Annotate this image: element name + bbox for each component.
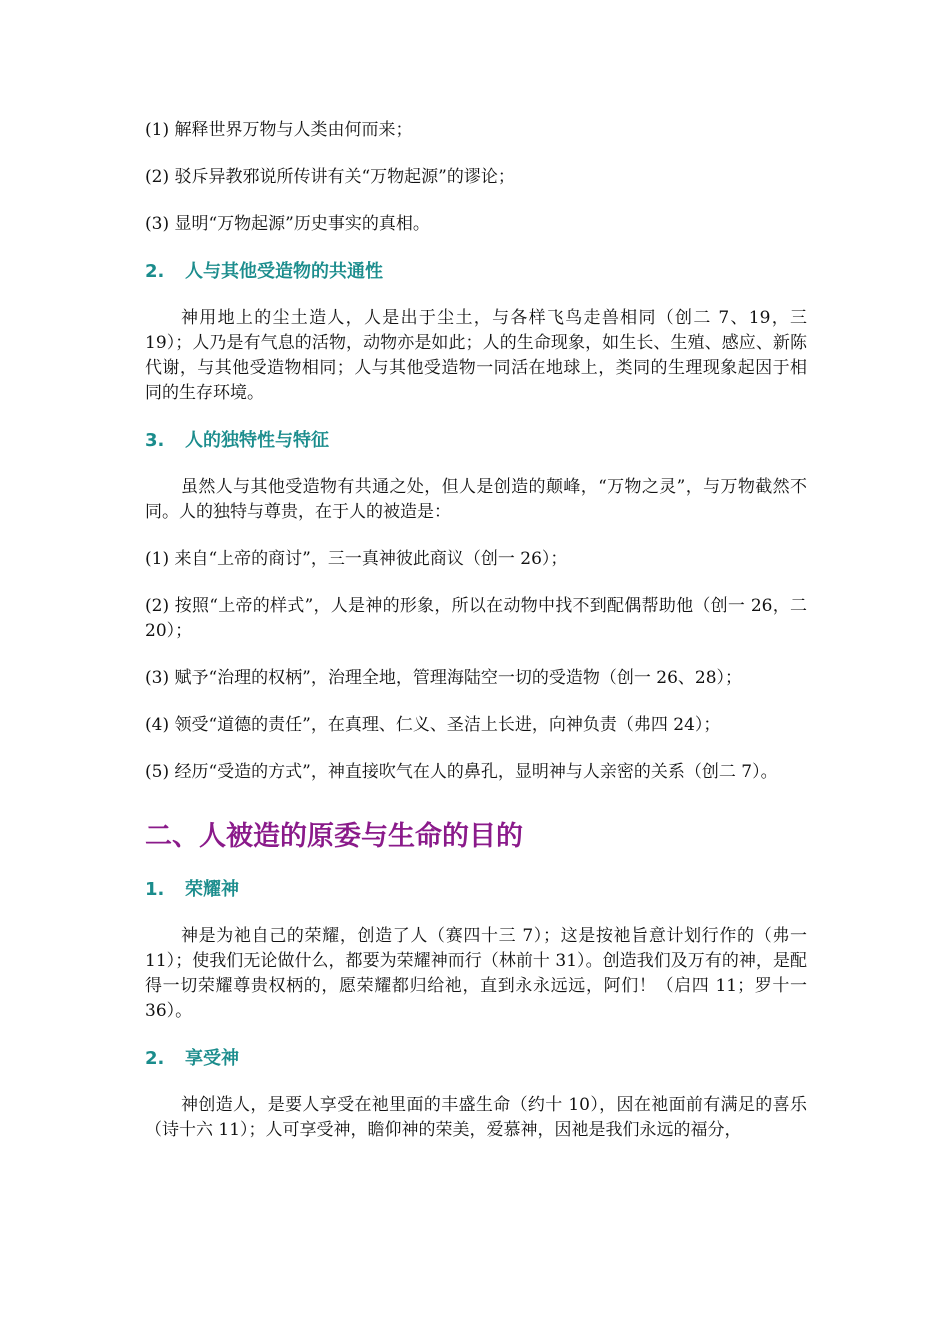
section-number: 2. <box>145 261 165 282</box>
section-number: 1. <box>145 879 165 900</box>
section-title: 享受神 <box>185 1048 239 1069</box>
list-item: (3) 显明“万物起源”历史事实的真相。 <box>145 214 430 234</box>
section-heading <box>145 259 807 284</box>
list-item: (1) 来自“上帝的商讨”，三一真神彼此商议（创一 26）； <box>145 549 568 569</box>
chapter-heading: 二、人被造的原委与生命的目的 <box>145 821 523 852</box>
list-item: (2) 按照“上帝的样式”，人是神的形象，所以在动物中找不到配偶帮助他（创一 26，二 20）； <box>145 596 807 641</box>
section-heading <box>145 428 807 453</box>
section-title: 人与其他受造物的共通性 <box>185 261 383 282</box>
list-item: (2) 驳斥异教邪说所传讲有关“万物起源”的谬论； <box>145 167 515 187</box>
body-paragraph: 神用地上的尘土造人，人是出于尘土，与各样飞鸟走兽相同（创二 7、19，三 19）；人乃是有气息的活物，动物亦是如此；人的生命现象，如生长、生殖、感应、新陈代谢，与其他受造物相同；人与其他受造物一同活在地球上，类同的生理现象起因于相同的生存环境。 <box>145 308 807 403</box>
list-item: (3) 赋予“治理的权柄”，治理全地，管理海陆空一切的受造物（创一 26、28）； <box>145 668 743 688</box>
body-paragraph: 虽然人与其他受造物有共通之处，但人是创造的颠峰，“万物之灵”，与万物截然不同。人的独特与尊贵，在于人的被造是： <box>145 477 807 522</box>
body-paragraph: 神创造人，是要人享受在祂里面的丰盛生命（约十 10），因在祂面前有满足的喜乐（诗十六 11）；人可享受神，瞻仰神的荣美，爱慕神，因祂是我们永远的福分， <box>145 1095 807 1140</box>
list-item: (4) 领受“道德的责任”，在真理、仁义、圣洁上长进，向神负责（弗四 24）； <box>145 715 721 735</box>
section-heading <box>145 1046 807 1071</box>
document-page <box>145 118 807 1165</box>
section-title: 人的独特性与特征 <box>185 430 329 451</box>
section-title: 荣耀神 <box>185 879 239 900</box>
list-item: (5) 经历“受造的方式”，神直接吹气在人的鼻孔，显明神与人亲密的关系（创二 7）。 <box>145 762 778 782</box>
section-heading <box>145 877 807 902</box>
list-item: (1) 解释世界万物与人类由何而来； <box>145 120 413 140</box>
section-number: 3. <box>145 430 165 451</box>
section-number: 2. <box>145 1048 165 1069</box>
body-paragraph: 神是为祂自己的荣耀，创造了人（赛四十三 7）；这是按祂旨意计划行作的（弗一 11）；使我们无论做什么，都要为荣耀神而行（林前十 31）。创造我们及万有的神，是配得一切荣耀尊贵权柄的，愿荣耀都归给祂，直到永永远远，阿们！（启四 11；罗十一 36）。 <box>145 926 807 1021</box>
